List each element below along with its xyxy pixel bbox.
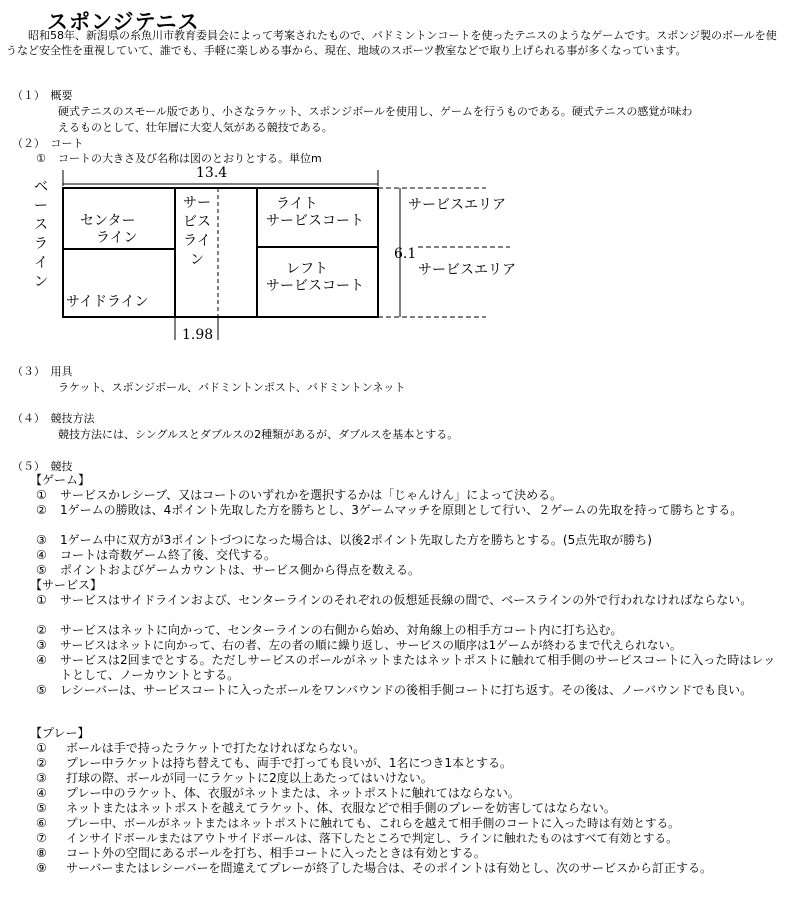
serve-rule-2-number: ② [36,623,47,637]
play-rule-4-number: ④ [36,786,47,800]
page-title: スポンジテニス [47,10,200,34]
play-rule-5-text: ネットまたはネットポストを越えてラケット、体、衣服などで相手側のプレーを妨害してはならない。 [66,801,616,815]
serve-rule-3-text: サービスはネットに向かって、右の者、左の者の順に繰り返し、サービスの順序は1ゲームが終わるまで代えられない。 [60,638,682,652]
play-rule-9-text: サーバーまたはレシーバーを間違えてプレーが終了した場合は、そのポイントは有効とし、次のサービスから訂正する。 [66,861,713,875]
court-length-label: 13.4 [196,165,228,181]
section-3-heading: （３） 用具 [12,365,73,378]
left-service-court-label-2: サービスコート [266,278,364,294]
serve-rule-1-number: ① [36,593,47,607]
play-rule-2-number: ② [36,756,47,770]
service-area-label-2: サービスエリア [418,262,516,278]
game-rule-1-text: サービスかレシーブ、又はコートのいずれかを選択するかは「じゃんけん」によって決める。 [60,488,563,502]
section-2-item-number: ① [36,152,46,165]
game-rule-4-text: コートは奇数ゲーム終了後、交代する。 [60,548,277,562]
section-5-heading: （５） 競技 [12,460,73,473]
left-service-court-label-1: レフト [286,261,328,277]
serve-rule-1-text: サービスはサイドラインおよび、センターラインのそれぞれの仮想延長線の間で、ベースラインの外で行われなければならない。 [60,593,753,607]
game-rule-1-number: ① [36,488,47,502]
service-area-label-1: サービスエリア [408,197,506,213]
play-rule-4-text: プレー中のラケット、体、衣服がネットまたは、ネットポストに触れてはならない。 [66,786,520,800]
play-rule-6-text: プレー中、ボールがネットまたはネットポストに触れても、これらを越えて相手側のコートに入った時は有効とする。 [66,816,680,830]
play-rule-1-number: ① [36,741,47,755]
game-rule-2-number: ② [36,503,47,517]
play-rule-7-text: インサイドボールまたはアウトサイドボールは、落下したところで判定し、ラインに触れたものはすべて有効とする。 [66,831,678,845]
service-line-label: サービスライン [183,195,211,268]
game-rule-2-text: 1ゲームの勝敗は、4ポイント先取した方を勝ちとし、3ゲームマッチを原則として行い、２ゲームの先取を持って勝ちとする。 [60,503,743,517]
intro-paragraph: 昭和58年、新潟県の糸魚川市教育委員会によって考案されたもので、バドミントンコートを使ったテニスのようなゲームです。スポンジ製のボールを使うなど安全性を重視していて、誰でも、手軽に楽しめる事から、現在、地域のスポーツ教室などで取り上げられる事が多くなっています。 [6,29,777,57]
center-line-label-2: ライン [96,230,138,246]
section-2-item-text: コートの大きさ及び名称は図のとおりとする。単位m [58,152,322,165]
section-4-heading: （４） 競技方法 [12,412,95,425]
serve-rule-5-number: ⑤ [36,683,47,697]
section-1-text-line-2: えるものとして、壮年層に大変人気がある競技である。 [58,121,333,134]
game-rule-3-text: 1ゲーム中に双方が3ポイントづつになった場合は、以後2ポイント先取した方を勝ちとする。(5点先取が勝ち) [60,533,652,547]
play-rule-1-text: ボールは手で持ったラケットで打たなければならない。 [66,741,366,755]
right-service-court-label-2: サービスコート [266,213,364,229]
side-line-label: サイドライン [66,294,149,310]
play-rule-5-number: ⑤ [36,801,47,815]
base-line-label: ベースライン [34,179,48,290]
serve-heading: 【サービス】 [30,578,103,592]
section-3-text: ラケット、スポンジボール、バドミントンポスト、バドミントンネット [58,381,406,394]
serve-rule-3-number: ③ [36,638,47,652]
play-heading: 【プレー】 [30,726,90,740]
serve-rule-2-text: サービスはネットに向かって、センターラインの右側から始め、対角線上の相手方コート内に打ち込む。 [60,623,623,637]
play-rule-3-number: ③ [36,771,47,785]
play-rule-6-number: ⑥ [36,816,47,830]
section-1-text-line-1: 硬式テニスのスモール版であり、小さなラケット、スポンジボールを使用し、ゲームを行うものである。硬式テニスの感覚が味わ [58,105,693,118]
section-1-heading: （１） 概要 [12,89,73,102]
serve-rule-4-text: サービスは2回までとする。ただしサービスのボールがネットまたはネットポストに触れて相手側のサービスコートに入った時はレットとして、ノーカウントとする。 [60,653,776,682]
game-heading: 【ゲーム】 [30,473,91,487]
game-rule-4-number: ④ [36,548,47,562]
play-rule-2-text: プレー中ラケットは持ち替えても、両手で打っても良いが、1名につき1本とする。 [66,756,512,770]
serve-rule-5-text: レシーバーは、サービスコートに入ったボールをワンバウンドの後相手側コートに打ち返す。その後は、ノーバウンドでも良い。 [60,683,753,697]
play-rule-8-text: コート外の空間にあるボールを打ち、相手コートに入ったときは有効とする。 [66,846,486,860]
section-4-text: 競技方法には、シングルスとダブルスの2種類があるが、ダブルスを基本とする。 [58,428,459,441]
play-rule-7-number: ⑦ [36,831,47,845]
play-rule-3-text: 打球の際、ボールが同一にラケットに2度以上あたってはいけない。 [66,771,433,785]
section-2-heading: （２） コート [12,137,84,150]
game-rule-3-number: ③ [36,533,47,547]
service-zone-label: 1.98 [182,327,214,343]
center-line-label-1: センター [80,213,136,229]
game-rule-5-text: ポイントおよびゲームカウントは、サービス側から得点を数える。 [60,563,421,577]
right-service-court-label-1: ライト [276,196,318,212]
court-width-label: 6.1 [394,246,417,262]
play-rule-8-number: ⑧ [36,846,47,860]
game-rule-5-number: ⑤ [36,563,47,577]
serve-rule-4-number: ④ [36,653,47,667]
play-rule-9-number: ⑨ [36,861,47,875]
